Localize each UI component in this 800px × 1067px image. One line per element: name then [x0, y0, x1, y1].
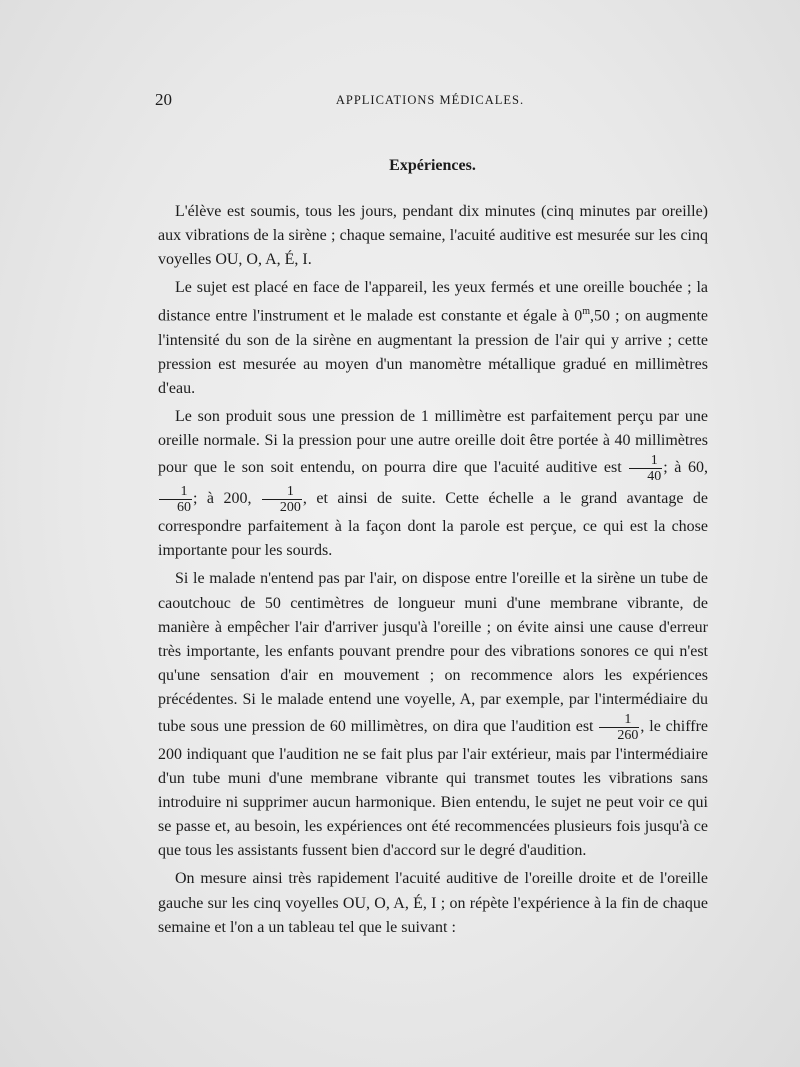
paragraph-2-text-b: ,50 ; on augmente l'intensité du son de la sirène en augmentant la pression de l'air qui y arrive ; cette pression est mesurée au moyen d'un manomètre métallique gradué en millimètres d'eau.	[158, 307, 708, 397]
body-text	[158, 200, 708, 940]
paragraph-5: On mesure ainsi très rapidement l'acuité auditive de l'oreille droite et de l'oreille gauche sur les cinq voyelles OU, O, A, É, I ; on répète l'expérience à la fin de chaque semaine et l'on a un tableau tel que le suivant :	[158, 870, 708, 936]
fraction-numerator: 1	[629, 453, 662, 469]
paragraph-3	[158, 405, 708, 563]
paragraph-2	[158, 276, 708, 401]
running-title: APPLICATIONS MÉDICALES.	[335, 93, 525, 107]
fraction-denominator: 200	[279, 500, 301, 516]
fraction-1-40	[629, 453, 662, 484]
fraction-numerator: 1	[159, 484, 192, 500]
paragraph-3-text-b: ; à 60,	[663, 459, 708, 477]
paragraph-3-text-c: ; à 200,	[193, 490, 252, 508]
fraction-denominator: 40	[647, 469, 662, 485]
paragraph-3-text-d: , et ainsi de suite. Cette échelle a le grand avantage de correspondre parfaitement à la façon dont la parole est perçue, ce qui est la chose importante pour les sourds.	[158, 490, 709, 560]
page-header	[155, 90, 705, 110]
fraction-1-200	[262, 484, 302, 515]
page-number: 20	[155, 90, 172, 109]
fraction-numerator: 1	[599, 712, 639, 728]
paragraph-4	[158, 567, 708, 863]
paragraph-4-text-a: Si le malade n'entend pas par l'air, on dispose entre l'oreille et la sirène un tube de caoutchouc de 50 centimètres de longueur muni d'une membrane vibrante, de manière à empêcher l'air d'arriver jusqu'à l'oreille ; on évite ainsi une cause d'erreur très importante, les enfants pouvant prendre pour des vibrations sonores ce qui n'est qu'une sensation d'air en mouvement ; on recommence alors les expériences précédentes. Si le malade entend une voyelle, A, par exemple, par l'intermédiaire du tube sous une pression de 60 millimètres, on dira que l'audition est	[158, 570, 708, 736]
fraction-denominator: 260	[617, 728, 639, 744]
meter-superscript: m	[582, 306, 591, 318]
fraction-numerator: 1	[262, 484, 302, 500]
paragraph-3-text-a: Le son produit sous une pression de 1 millimètre est parfaitement perçu par une oreille normale. Si la pression pour une autre oreille doit être portée à 40 millimètres pour que le son soit entendu, on pourra dire que l'acuité auditive est	[158, 408, 708, 477]
section-title: Expériences.	[389, 157, 476, 174]
paragraph-2-text-a: Le sujet est placé en face de l'appareil, les yeux fermés et une oreille bouchée ; la distance entre l'instrument et le malade est constante et égale à 0	[158, 279, 708, 325]
fraction-1-260	[599, 712, 639, 743]
paragraph-4-text-b: , le chiffre 200 indiquant que l'audition ne se fait plus par l'air extérieur, mais par l'intermédiaire d'un tube muni d'une membrane vibrante qui transmet toutes les vibrations sans introduire ni supprimer aucun harmonique. Bien entendu, le sujet ne peut voir ce qui se passe et, au besoin, les expériences ont été recommencées plusieurs fois jusqu'à ce que tous les assistants fussent bien d'accord sur le degré d'audition.	[158, 718, 709, 860]
paragraph-1: L'élève est soumis, tous les jours, pendant dix minutes (cinq minutes par oreille) aux vibrations de la sirène ; chaque semaine, l'acuité auditive est mesurée sur les cinq voyelles OU, O, A, É, I.	[158, 203, 708, 269]
fraction-denominator: 60	[177, 500, 191, 516]
fraction-1-60	[159, 484, 192, 515]
